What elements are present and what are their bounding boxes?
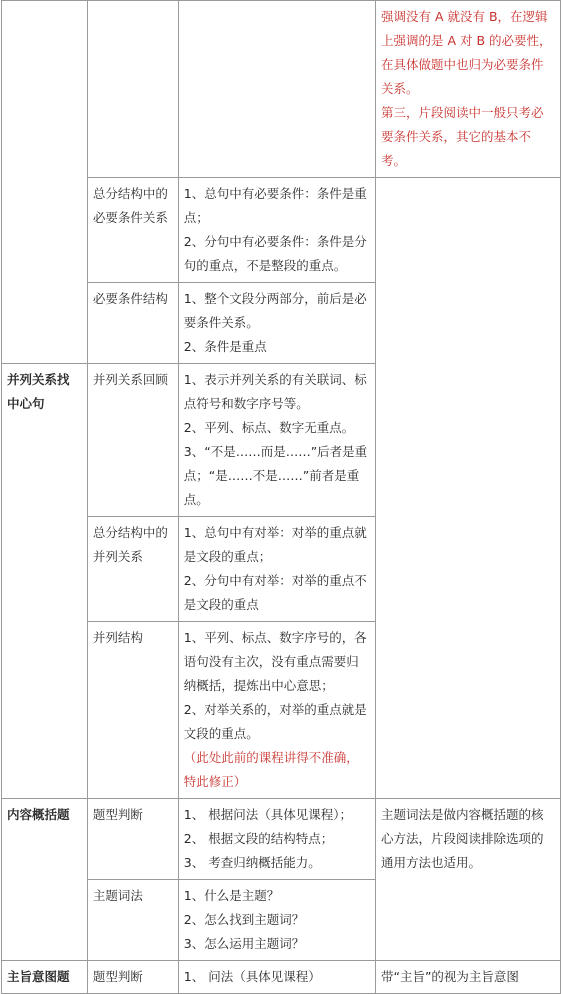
method-line: 1、总句中有必要条件：条件是重点； — [183, 186, 367, 225]
method-line: 2、怎么找到主题词？ — [183, 912, 305, 927]
note-cell — [375, 178, 560, 799]
method-line: 1、 根据问法（具体见课程）； — [183, 807, 352, 822]
method-line: （此处此前的课程讲得不准确，特此修正） — [183, 750, 359, 789]
table-row — [2, 1, 561, 178]
note-line: 强调没有 A 就没有 B，在逻辑上强调的是 A 对 B 的必要性，在具体做题中也归为必要条件关系。 — [380, 9, 552, 96]
method-cell — [178, 283, 375, 364]
method-line: 2、平列、标点、数字无重点。 — [183, 420, 355, 435]
method-cell — [178, 517, 375, 622]
note-cell — [375, 961, 560, 994]
subtopic-cell: 题型判断 — [87, 799, 178, 880]
method-line: 2、分句中有必要条件：条件是分句的重点，不是整段的重点。 — [183, 234, 367, 273]
note-line: 主题词法是做内容概括题的核心方法，片段阅读排除选项的通用方法也适用。 — [380, 807, 544, 870]
subtopic-cell: 总分结构中的必要条件关系 — [87, 178, 178, 283]
method-cell — [178, 178, 375, 283]
note-cell — [375, 799, 560, 961]
topic-cell: 主旨意图题 — [2, 961, 88, 994]
subtopic-cell: 并列关系回顾 — [87, 364, 178, 517]
note-cell — [375, 1, 560, 178]
method-line: 1、 问法（具体见课程） — [183, 969, 321, 984]
note-line: 带“主旨”的视为主旨意图 — [380, 969, 519, 984]
subtopic-cell: 总分结构中的并列关系 — [87, 517, 178, 622]
topic-cell: 并列关系找中心句 — [2, 364, 88, 799]
method-cell — [178, 622, 375, 799]
method-cell — [178, 880, 375, 961]
method-line: 1、表示并列关系的有关联词、标点符号和数字序号等。 — [183, 372, 367, 411]
method-line: 2、 根据文段的结构特点； — [183, 831, 334, 846]
method-line: 3、“不是……而是……”后者是重点；“是……不是……”前者是重点。 — [183, 444, 368, 507]
table-row — [2, 799, 561, 880]
method-line: 1、整个文段分两部分，前后是必要条件关系。 — [183, 291, 367, 330]
method-line: 3、 考查归纳概括能力。 — [183, 855, 321, 870]
topic-cell — [2, 1, 88, 364]
subtopic-cell: 主题词法 — [87, 880, 178, 961]
table-body — [2, 1, 561, 994]
method-line: 2、分句中有对举：对举的重点不是文段的重点 — [183, 573, 367, 612]
subtopic-cell: 并列结构 — [87, 622, 178, 799]
note-line: 第三，片段阅读中一般只考必要条件关系，其它的基本不考。 — [380, 105, 544, 168]
method-cell — [178, 364, 375, 517]
subtopic-cell — [87, 1, 178, 178]
subtopic-cell: 题型判断 — [87, 961, 178, 994]
method-cell — [178, 961, 375, 994]
method-cell — [178, 1, 375, 178]
method-line: 1、总句中有对举：对举的重点就是文段的重点； — [183, 525, 367, 564]
summary-table — [1, 0, 561, 994]
topic-cell: 内容概括题 — [2, 799, 88, 961]
subtopic-cell: 必要条件结构 — [87, 283, 178, 364]
method-line: 1、什么是主题？ — [183, 888, 280, 903]
method-line: 1、平列、标点、数字序号的，各语句没有主次，没有重点需要归纳概括，提炼出中心意思； — [183, 630, 367, 693]
method-line: 2、对举关系的，对举的重点就是文段的重点。 — [183, 702, 367, 741]
method-cell — [178, 799, 375, 880]
method-line: 3、怎么运用主题词？ — [183, 936, 305, 951]
method-line: 2、条件是重点 — [183, 339, 267, 354]
table-row — [2, 961, 561, 994]
